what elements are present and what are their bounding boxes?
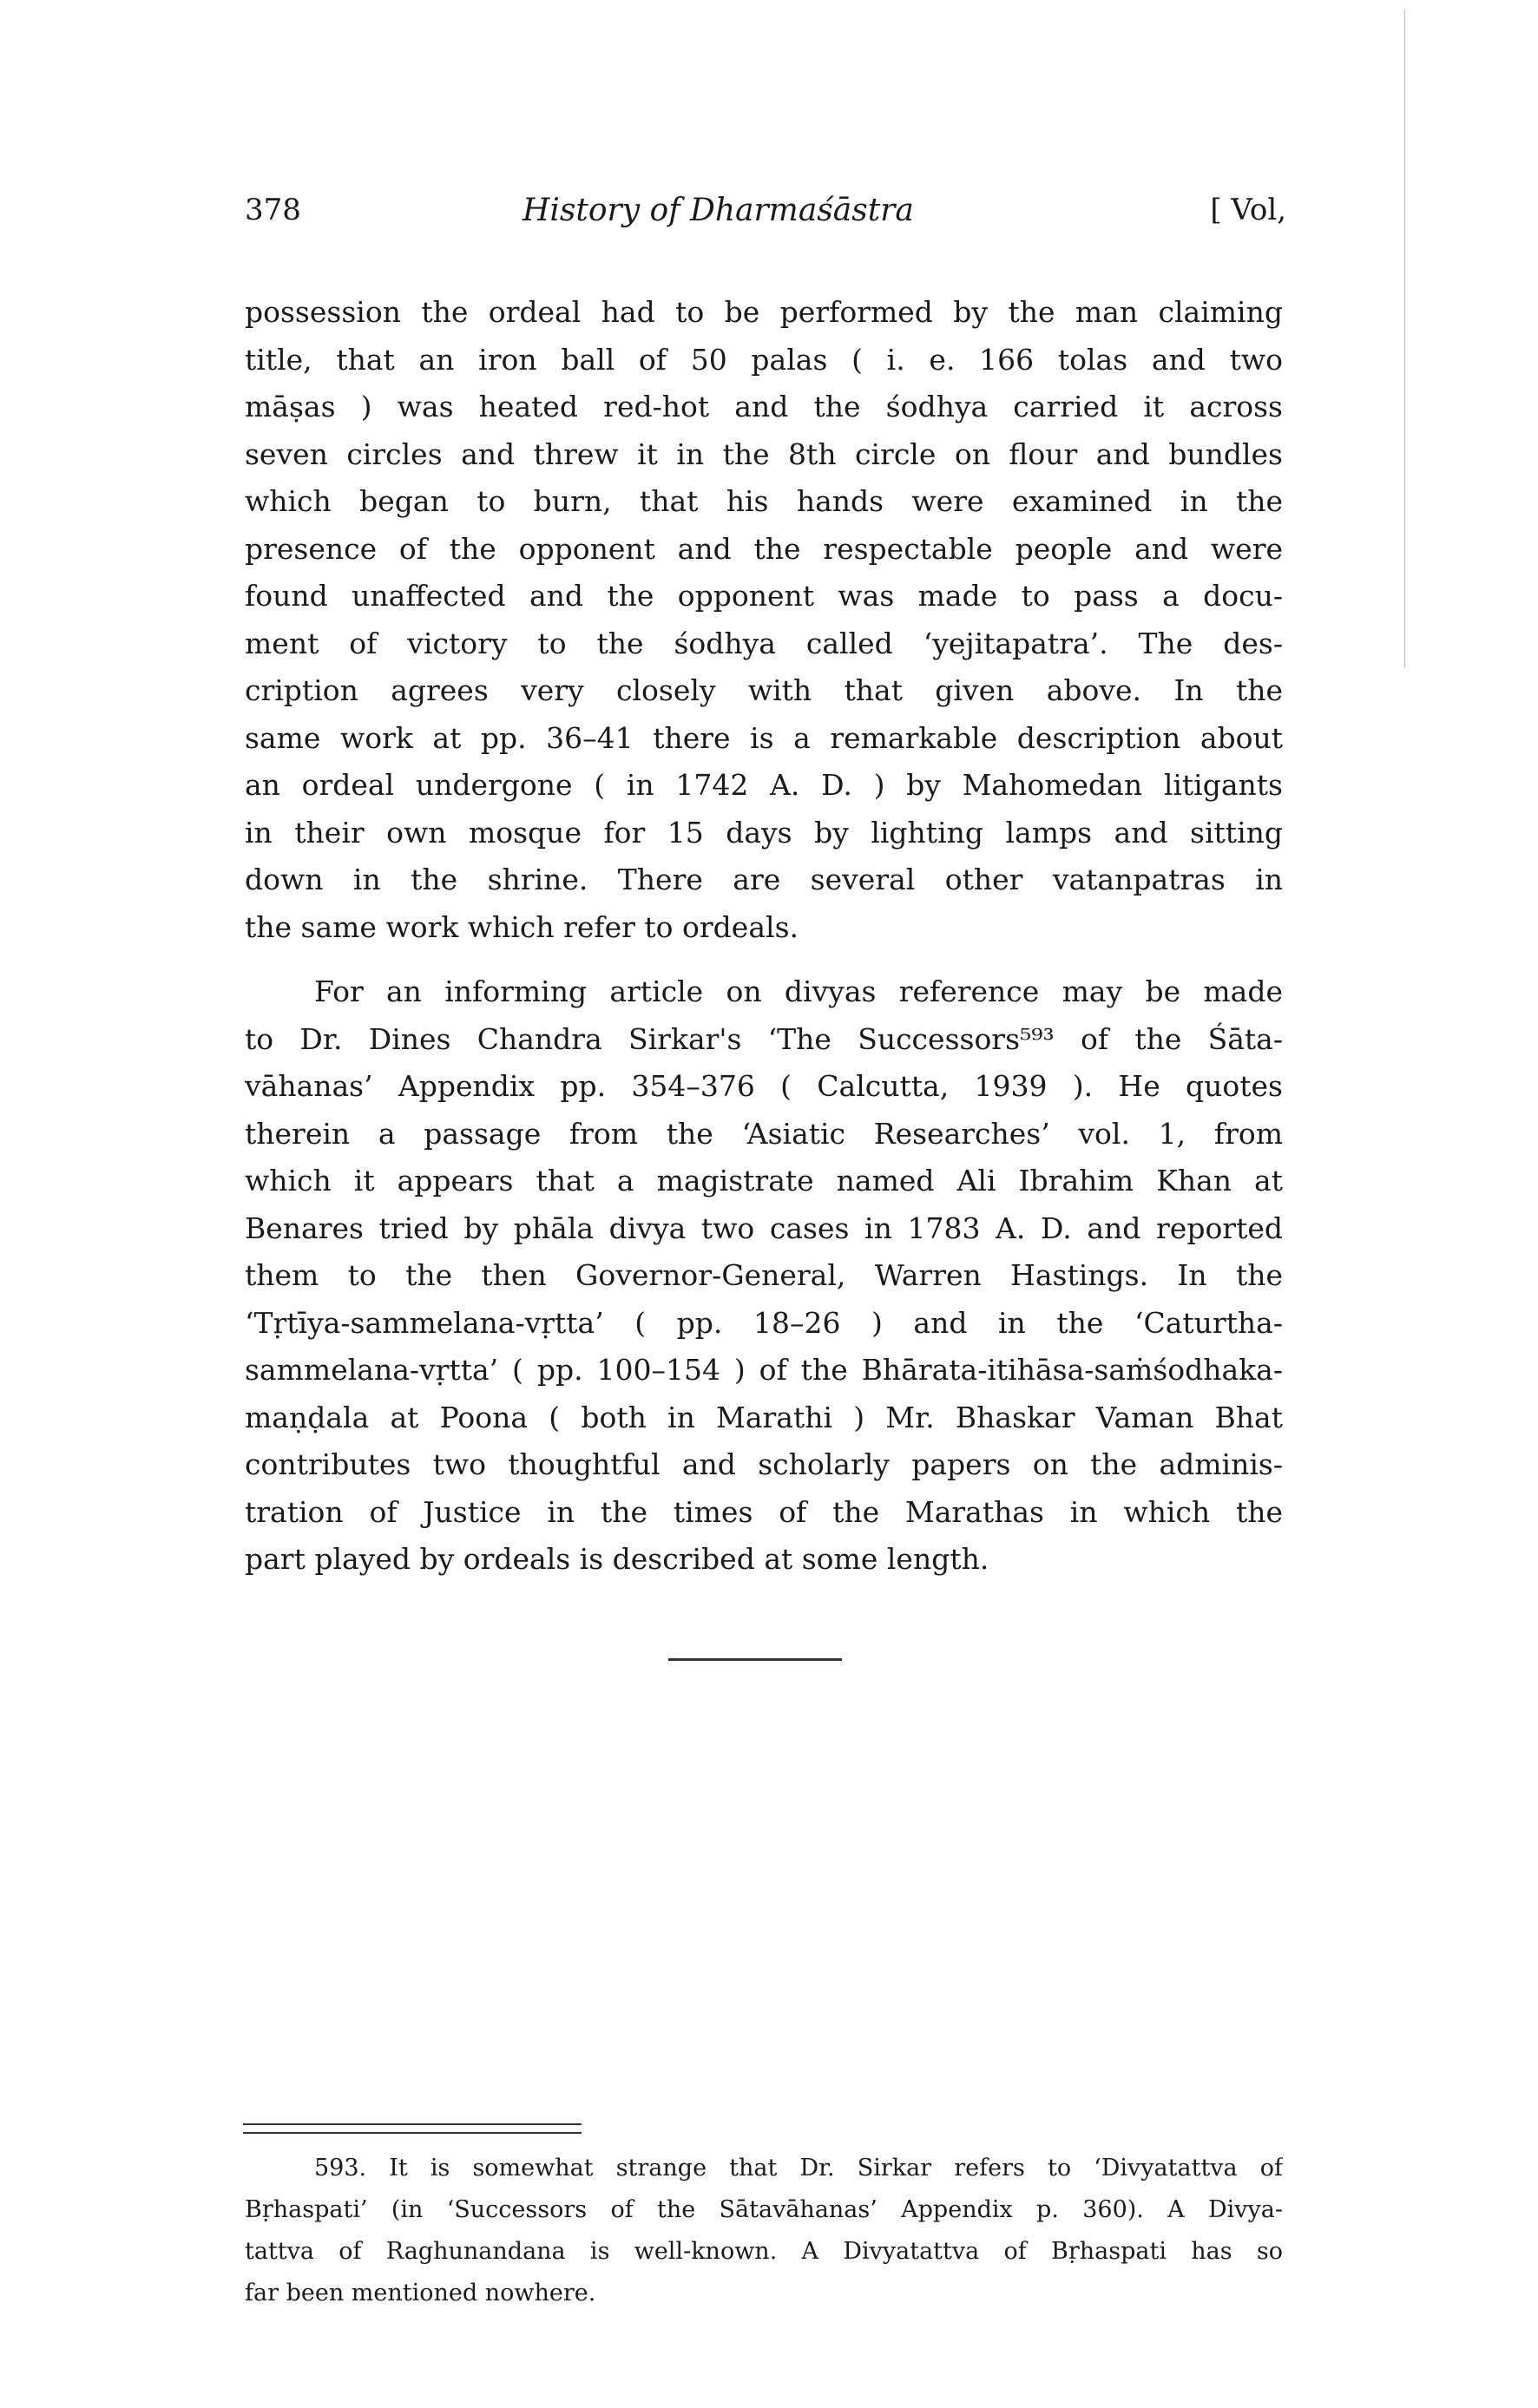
text-line: found unaffected and the opponent was made to pass a docu-: [245, 579, 1283, 613]
text-line: in their own mosque for 15 days by lighting lamps and sitting: [245, 815, 1283, 850]
footnote-rule: [243, 2123, 582, 2134]
text-line: māṣas ) was heated red-hot and the śodhya carried it across: [245, 390, 1283, 423]
text-line: same work at pp. 36–41 there is a remarkable description about: [245, 720, 1283, 755]
text-line: presence of the opponent and the respectable people and were: [245, 531, 1283, 566]
text-line: ‘Tṛtīya-sammelana-vṛtta’ ( pp. 18–26 ) and in the ‘Caturtha-: [245, 1305, 1283, 1340]
text-line: seven circles and threw it in the 8th circle on flour and bundles: [245, 436, 1283, 471]
text-line: contributes two thoughtful and scholarly papers on the adminis-: [245, 1447, 1283, 1481]
text-line: part played by ordeals is described at some length.: [245, 1542, 989, 1576]
footnote-line: 593. It is somewhat strange that Dr. Sirkar refers to ‘Divyatattva of: [314, 2155, 1283, 2182]
text-line: Benares tried by phāla divya two cases in 1783 A. D. and reported: [245, 1211, 1283, 1245]
text-line: which it appears that a magistrate named Ali Ibrahim Khan at: [245, 1164, 1283, 1197]
section-separator: [668, 1658, 842, 1661]
text-line: maṇḍala at Poona ( both in Marathi ) Mr. Bhaskar Vaman Bhat: [245, 1400, 1283, 1434]
text-line: which began to burn, that his hands were examined in the: [245, 484, 1283, 518]
text-line: the same work which refer to ordeals.: [245, 909, 799, 944]
text-line: ment of victory to the śodhya called ‘yejitapatra’. The des-: [245, 626, 1283, 660]
text-line: tration of Justice in the times of the Marathas in which the: [245, 1494, 1283, 1529]
footnote-593: [245, 2148, 1283, 2314]
page-number: 378: [245, 193, 301, 227]
paragraph-continued: [245, 289, 1283, 951]
text-line: cription agrees very closely with that given above. In the: [245, 673, 1283, 707]
footnote-line: far been mentioned nowhere.: [245, 2280, 596, 2306]
footnote-line: Bṛhaspati’ (in ‘Successors of the Sātavāhanas’ Appendix p. 360). A Divya-: [245, 2196, 1283, 2223]
footnote-line: tattva of Raghunandana is well-known. A Divyatattva of Bṛhaspati has so: [245, 2238, 1283, 2265]
text-line: an ordeal undergone ( in 1742 A. D. ) by Mahomedan litigants: [245, 768, 1283, 802]
text-line: vāhanas’ Appendix pp. 354–376 ( Calcutta, 1939 ). He quotes: [245, 1069, 1283, 1103]
text-line: down in the shrine. There are several other vatanpatras in: [245, 863, 1283, 896]
volume-label: [ Vol,: [1210, 193, 1286, 227]
book-title: History of Dharmaśāstra: [523, 193, 914, 228]
text-line: For an informing article on divyas reference may be made: [314, 974, 1283, 1008]
text-line: therein a passage from the ‘Asiatic Researches’ vol. 1, from: [245, 1116, 1283, 1151]
scan-margin-line: [1404, 9, 1405, 668]
running-header: [245, 193, 1286, 245]
paragraph-divyas-reference: [245, 968, 1283, 1584]
text-line: sammelana-vṛtta’ ( pp. 100–154 ) of the Bhārata-itihāsa-saṁśodhaka-: [245, 1353, 1283, 1387]
text-line: them to the then Governor-General, Warren Hastings. In the: [245, 1258, 1283, 1292]
text-line: to Dr. Dines Chandra Sirkar's ‘The Successors⁵⁹³ of the Śāta-: [245, 1021, 1283, 1056]
text-line: possession the ordeal had to be performed by the man claiming: [245, 295, 1283, 329]
text-line: title, that an iron ball of 50 palas ( i. e. 166 tolas and two: [245, 342, 1283, 377]
